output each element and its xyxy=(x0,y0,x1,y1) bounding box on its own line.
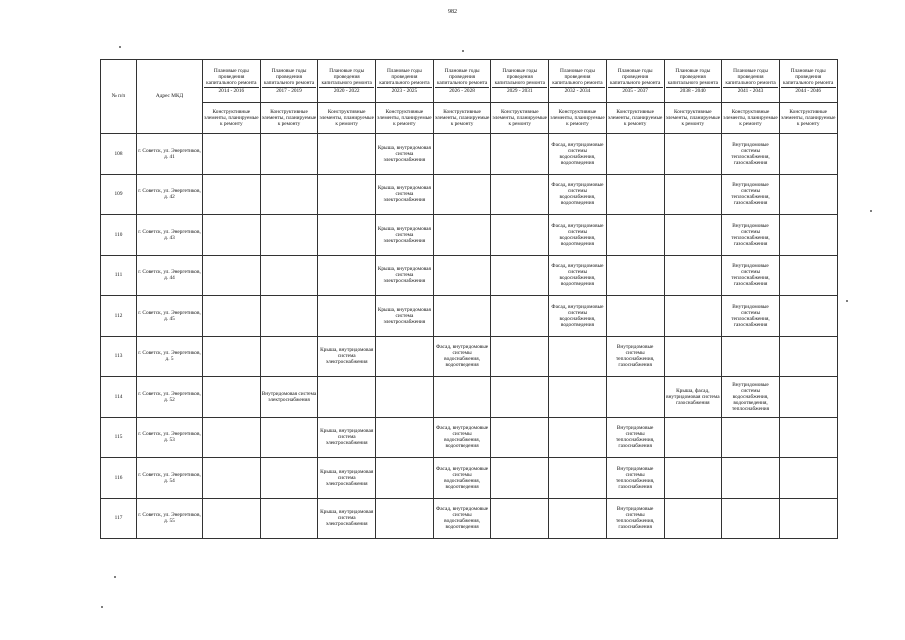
period-range: 2038 - 2040 xyxy=(666,87,721,94)
row-address: г. Советск, ул. Энергетиков, д. 54 xyxy=(137,458,203,499)
scan-speck xyxy=(870,210,872,212)
row-number: 112 xyxy=(101,296,137,337)
works-cell xyxy=(203,255,261,296)
works-cell xyxy=(433,255,491,296)
works-cell xyxy=(606,255,664,296)
works-cell xyxy=(606,134,664,175)
works-cell xyxy=(203,498,261,539)
works-cell xyxy=(260,498,318,539)
row-address: г. Советск, ул. Энергетиков, д. 43 xyxy=(137,215,203,256)
works-cell xyxy=(203,417,261,458)
row-number: 110 xyxy=(101,215,137,256)
row-number: 115 xyxy=(101,417,137,458)
period-title: Плановые годы проведения капитального ремонта xyxy=(379,67,430,86)
table-row xyxy=(101,417,838,458)
works-cell xyxy=(203,174,261,215)
header-period xyxy=(606,60,664,103)
works-cell xyxy=(260,255,318,296)
works-cell xyxy=(491,296,549,337)
works-cell xyxy=(606,174,664,215)
works-cell xyxy=(433,174,491,215)
period-title: Плановые годы проведения капитального ремонта xyxy=(552,67,603,86)
works-cell xyxy=(203,215,261,256)
works-cell xyxy=(779,174,837,215)
works-cell xyxy=(722,336,780,377)
works-cell xyxy=(260,134,318,175)
works-cell: Внутридомовая система электроснабжения xyxy=(260,377,318,418)
works-cell xyxy=(779,296,837,337)
works-cell xyxy=(491,458,549,499)
works-cell: Крыша, внутридомовая система электроснабжения xyxy=(376,215,434,256)
period-title: Плановые годы проведения капитального ремонта xyxy=(321,67,372,86)
works-cell xyxy=(491,215,549,256)
works-cell xyxy=(549,417,607,458)
period-title: Плановые годы проведения капитального ремонта xyxy=(494,67,545,86)
row-number: 117 xyxy=(101,498,137,539)
scan-speck xyxy=(846,300,848,302)
works-cell xyxy=(491,255,549,296)
header-num: № п/п xyxy=(101,60,137,134)
works-cell xyxy=(433,215,491,256)
works-cell xyxy=(779,336,837,377)
scan-speck xyxy=(119,46,121,48)
works-cell xyxy=(722,498,780,539)
works-cell: Внутридомовые системы водоснабжения, водоотведения, теплоснабжения xyxy=(722,377,780,418)
works-cell: Внутридомовые системы теплоснабжения, газоснабжения xyxy=(722,296,780,337)
works-cell: Внутридомовые системы теплоснабжения, газоснабжения xyxy=(606,458,664,499)
period-range: 2029 - 2031 xyxy=(492,87,547,94)
scan-speck xyxy=(101,606,103,608)
works-cell xyxy=(318,377,376,418)
works-cell: Фасад, внутридомовые системы водоснабжения, водоотведения xyxy=(433,336,491,377)
works-cell xyxy=(664,498,722,539)
period-title: Плановые годы проведения капитального ремонта xyxy=(206,67,257,86)
works-cell xyxy=(549,377,607,418)
works-cell xyxy=(722,417,780,458)
header-elements: Конструктивные элементы, планируемые к ремонту xyxy=(203,103,261,134)
works-cell xyxy=(722,458,780,499)
works-cell: Крыша, фасад, внутридомовая система газоснабжения xyxy=(664,377,722,418)
table-row xyxy=(101,174,838,215)
works-cell: Фасад, внутридомовые системы водоснабжения, водоотведения xyxy=(433,417,491,458)
header-period xyxy=(318,60,376,103)
works-cell xyxy=(376,458,434,499)
row-address: г. Советск, ул. Энергетиков, д. 5 xyxy=(137,336,203,377)
works-cell xyxy=(318,174,376,215)
works-cell xyxy=(203,336,261,377)
works-cell xyxy=(491,134,549,175)
row-address: г. Советск, ул. Энергетиков, д. 42 xyxy=(137,174,203,215)
row-address: г. Советск, ул. Энергетиков, д. 52 xyxy=(137,377,203,418)
works-cell xyxy=(376,417,434,458)
table-row xyxy=(101,498,838,539)
header-period xyxy=(779,60,837,103)
period-range: 2014 - 2016 xyxy=(204,87,259,94)
period-title: Плановые годы проведения капитального ремонта xyxy=(783,67,834,86)
works-cell: Крыша, внутридомовая система электроснабжения xyxy=(376,134,434,175)
works-cell xyxy=(491,498,549,539)
works-cell xyxy=(779,134,837,175)
works-cell xyxy=(260,417,318,458)
works-cell: Крыша, внутридомовая система электроснабжения xyxy=(318,336,376,377)
header-period xyxy=(203,60,261,103)
works-cell xyxy=(433,296,491,337)
table-row xyxy=(101,215,838,256)
works-cell: Крыша, внутридомовая система электроснабжения xyxy=(376,174,434,215)
table-row xyxy=(101,255,838,296)
works-cell xyxy=(664,417,722,458)
works-cell xyxy=(203,377,261,418)
works-cell xyxy=(260,174,318,215)
works-cell xyxy=(779,255,837,296)
works-cell xyxy=(779,458,837,499)
capital-repair-table xyxy=(100,59,838,539)
works-cell xyxy=(549,336,607,377)
period-title: Плановые годы проведения капитального ремонта xyxy=(725,67,776,86)
works-cell xyxy=(664,134,722,175)
works-cell: Внутридомовые системы теплоснабжения, газоснабжения xyxy=(722,134,780,175)
period-range: 2041 - 2043 xyxy=(723,87,778,94)
works-cell: Крыша, внутридомовая система электроснабжения xyxy=(318,417,376,458)
works-cell xyxy=(779,498,837,539)
works-cell xyxy=(318,134,376,175)
works-cell xyxy=(664,215,722,256)
works-cell xyxy=(779,215,837,256)
header-elements: Конструктивные элементы, планируемые к ремонту xyxy=(491,103,549,134)
works-cell xyxy=(318,215,376,256)
header-period xyxy=(549,60,607,103)
works-cell: Фасад, внутридомовые системы водоснабжения, водоотведения xyxy=(433,458,491,499)
row-address: г. Советск, ул. Энергетиков, д. 55 xyxy=(137,498,203,539)
header-elements: Конструктивные элементы, планируемые к ремонту xyxy=(722,103,780,134)
header-elements: Конструктивные элементы, планируемые к ремонту xyxy=(606,103,664,134)
works-cell xyxy=(260,336,318,377)
table-body xyxy=(101,134,838,539)
works-cell: Фасад, внутридомовые системы водоснабжения, водоотведения xyxy=(549,134,607,175)
row-number: 113 xyxy=(101,336,137,377)
row-address: г. Советск, ул. Энергетиков, д. 44 xyxy=(137,255,203,296)
works-cell: Фасад, внутридомовые системы водоснабжения, водоотведения xyxy=(433,498,491,539)
period-title: Плановые годы проведения капитального ремонта xyxy=(263,67,315,86)
period-title: Плановые годы проведения капитального ремонта xyxy=(609,67,661,86)
header-period xyxy=(433,60,491,103)
works-cell xyxy=(203,134,261,175)
period-title: Плановые годы проведения капитального ремонта xyxy=(436,67,488,86)
header-elements: Конструктивные элементы, планируемые к ремонту xyxy=(779,103,837,134)
page-number: 982 xyxy=(448,9,457,15)
period-range: 2020 - 2022 xyxy=(319,87,374,94)
works-cell xyxy=(376,377,434,418)
header-elements: Конструктивные элементы, планируемые к ремонту xyxy=(549,103,607,134)
works-cell xyxy=(491,336,549,377)
row-address: г. Советск, ул. Энергетиков, д. 41 xyxy=(137,134,203,175)
table-row xyxy=(101,296,838,337)
table-row xyxy=(101,336,838,377)
works-cell xyxy=(664,174,722,215)
period-range: 2035 - 2037 xyxy=(608,87,663,94)
works-cell xyxy=(376,498,434,539)
works-cell xyxy=(491,417,549,458)
works-cell xyxy=(491,174,549,215)
header-elements: Конструктивные элементы, планируемые к ремонту xyxy=(664,103,722,134)
header-elements: Конструктивные элементы, планируемые к ремонту xyxy=(376,103,434,134)
scan-speck xyxy=(114,576,116,578)
period-range: 2032 - 2034 xyxy=(550,87,605,94)
works-cell: Внутридомовые системы теплоснабжения, газоснабжения xyxy=(606,417,664,458)
works-cell xyxy=(779,417,837,458)
works-cell: Внутридомовые системы теплоснабжения, газоснабжения xyxy=(722,215,780,256)
works-cell xyxy=(549,458,607,499)
header-address: Адрес МКД xyxy=(137,60,203,134)
period-range: 2026 - 2028 xyxy=(435,87,490,94)
works-cell: Фасад, внутридомовые системы водоснабжения, водоотведения xyxy=(549,215,607,256)
works-cell xyxy=(606,377,664,418)
works-cell xyxy=(433,377,491,418)
table-row xyxy=(101,377,838,418)
header-elements: Конструктивные элементы, планируемые к ремонту xyxy=(318,103,376,134)
works-cell: Крыша, внутридомовая система электроснабжения xyxy=(376,296,434,337)
scan-speck xyxy=(462,50,464,52)
works-cell: Фасад, внутридомовые системы водоснабжения, водоотведения xyxy=(549,174,607,215)
row-address: г. Советск, ул. Энергетиков, д. 53 xyxy=(137,417,203,458)
works-cell xyxy=(664,336,722,377)
works-cell xyxy=(549,498,607,539)
works-cell xyxy=(260,215,318,256)
works-cell xyxy=(606,296,664,337)
works-cell xyxy=(664,296,722,337)
works-cell: Крыша, внутридомовая система электроснабжения xyxy=(318,458,376,499)
works-cell: Фасад, внутридомовые системы водоснабжения, водоотведения xyxy=(549,296,607,337)
works-cell xyxy=(260,458,318,499)
table-row xyxy=(101,458,838,499)
row-number: 108 xyxy=(101,134,137,175)
row-number: 109 xyxy=(101,174,137,215)
works-cell xyxy=(318,296,376,337)
header-elements: Конструктивные элементы, планируемые к ремонту xyxy=(433,103,491,134)
works-cell xyxy=(376,336,434,377)
works-cell: Внутридомовые системы теплоснабжения, газоснабжения xyxy=(722,174,780,215)
header-period xyxy=(376,60,434,103)
works-cell: Внутридомовые системы теплоснабжения, газоснабжения xyxy=(606,498,664,539)
header-elements: Конструктивные элементы, планируемые к ремонту xyxy=(260,103,318,134)
header-period xyxy=(260,60,318,103)
row-number: 116 xyxy=(101,458,137,499)
works-cell: Крыша, внутридомовая система электроснабжения xyxy=(376,255,434,296)
works-cell xyxy=(664,255,722,296)
works-cell xyxy=(491,377,549,418)
row-number: 111 xyxy=(101,255,137,296)
works-cell xyxy=(606,215,664,256)
works-cell xyxy=(260,296,318,337)
period-title: Плановые годы проведения капитального ремонта xyxy=(667,67,719,86)
period-range: 2023 - 2025 xyxy=(377,87,432,94)
works-cell xyxy=(203,296,261,337)
works-cell xyxy=(433,134,491,175)
row-number: 114 xyxy=(101,377,137,418)
works-cell xyxy=(318,255,376,296)
header-period xyxy=(491,60,549,103)
period-range: 2017 - 2019 xyxy=(262,87,317,94)
works-cell xyxy=(664,458,722,499)
period-range: 2044 - 2046 xyxy=(781,87,836,94)
table-row xyxy=(101,134,838,175)
works-cell xyxy=(203,458,261,499)
works-cell: Внутридомовые системы теплоснабжения, газоснабжения xyxy=(722,255,780,296)
row-address: г. Советск, ул. Энергетиков, д. 45 xyxy=(137,296,203,337)
works-cell: Фасад, внутридомовые системы водоснабжения, водоотведения xyxy=(549,255,607,296)
works-cell: Крыша, внутридомовая система электроснабжения xyxy=(318,498,376,539)
works-cell xyxy=(779,377,837,418)
works-cell: Внутридомовые системы теплоснабжения, газоснабжения xyxy=(606,336,664,377)
header-period xyxy=(722,60,780,103)
header-period xyxy=(664,60,722,103)
